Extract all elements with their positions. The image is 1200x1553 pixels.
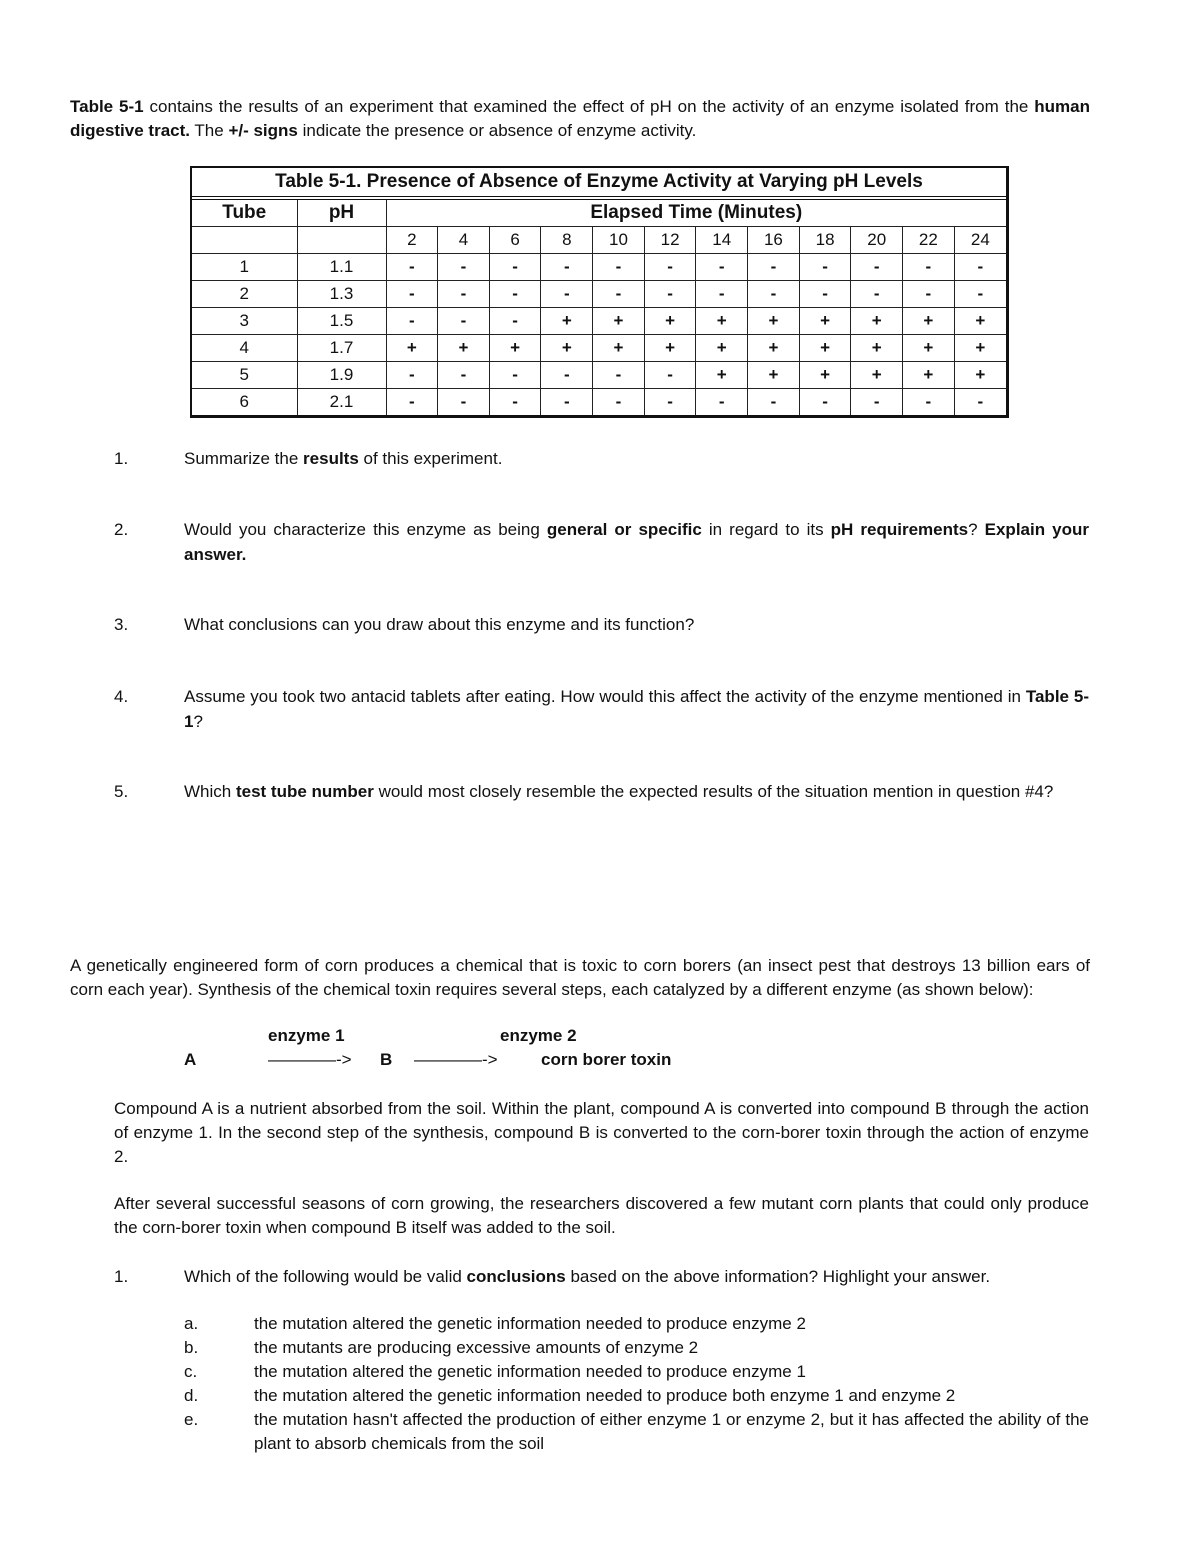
activity-cell: - [799, 389, 851, 416]
option-c[interactable] [184, 1360, 1089, 1384]
time-header-cell: 22 [903, 227, 955, 254]
table-row [192, 254, 1006, 281]
activity-cell: + [541, 335, 593, 362]
q4-bold-table: Table 5-1 [184, 687, 1089, 731]
q2-bold-ph: pH requirements [830, 520, 969, 539]
activity-cell: - [799, 281, 851, 308]
table-row [192, 389, 1006, 416]
arrow-1: ————-> [268, 1050, 352, 1069]
question-5 [114, 779, 1089, 829]
option-e[interactable] [184, 1408, 1089, 1456]
cq1-bold-conclusions: conclusions [466, 1267, 566, 1286]
activity-cell: + [903, 335, 955, 362]
corn-intro-paragraph: A genetically engineered form of corn produces a chemical that is toxic to corn borers (an insect pest that destroys 13 billion ears of corn each year). Synthesis of the chemical toxin requires several steps, each catalyzed by a different enzyme (as shown below): [70, 956, 1090, 999]
table-row [192, 362, 1006, 389]
activity-cell: - [489, 254, 541, 281]
activity-cell: - [593, 362, 645, 389]
question-number: 5. [114, 782, 129, 801]
activity-cell: + [748, 335, 800, 362]
activity-cell: - [438, 362, 490, 389]
activity-cell: + [696, 335, 748, 362]
activity-cell: + [644, 335, 696, 362]
ph-cell: 1.7 [297, 335, 386, 362]
q1-bold: results [303, 449, 359, 468]
activity-cell: - [954, 254, 1006, 281]
compound-b-label: B [380, 1050, 393, 1069]
activity-cell: - [644, 389, 696, 416]
table-row [192, 335, 1006, 362]
time-header-cell: 18 [799, 227, 851, 254]
activity-cell: - [438, 389, 490, 416]
time-row [192, 227, 1006, 254]
question-1 [114, 446, 1089, 471]
activity-cell: - [644, 281, 696, 308]
option-letter: e. [184, 1410, 199, 1429]
activity-cell: - [386, 254, 438, 281]
question-number: 1. [114, 449, 129, 468]
activity-cell: + [954, 362, 1006, 389]
enzyme-activity-table [190, 166, 1009, 418]
activity-cell: - [541, 362, 593, 389]
q1-text-a: Summarize the [184, 449, 304, 468]
activity-cell: - [903, 389, 955, 416]
ph-cell: 1.5 [297, 308, 386, 335]
table-row [192, 308, 1006, 335]
activity-cell: - [903, 281, 955, 308]
q2-text-c: in regard to its [701, 520, 831, 539]
intro-bold-table-ref: Table 5-1 [70, 97, 144, 116]
activity-cell: - [748, 254, 800, 281]
activity-cell: - [386, 281, 438, 308]
time-row-blank-ph [297, 227, 386, 254]
option-letter: b. [184, 1338, 199, 1357]
corn-question-1 [114, 1264, 1089, 1289]
activity-cell: + [903, 308, 955, 335]
question-number: 1. [114, 1267, 129, 1286]
header-tube: Tube [192, 200, 297, 227]
option-letter: c. [184, 1362, 198, 1381]
time-header-cell: 2 [386, 227, 438, 254]
question-text [184, 517, 1089, 567]
activity-cell: + [748, 362, 800, 389]
option-letter: a. [184, 1314, 199, 1333]
activity-cell: + [903, 362, 955, 389]
activity-cell: - [489, 362, 541, 389]
intro-bold-signs: +/- signs [228, 121, 298, 140]
intro-paragraph [70, 95, 1090, 143]
activity-cell: - [438, 308, 490, 335]
activity-cell: - [541, 254, 593, 281]
activity-cell: - [903, 254, 955, 281]
option-b[interactable] [184, 1336, 1089, 1360]
tube-cell: 6 [192, 389, 297, 416]
activity-cell: - [696, 254, 748, 281]
cq1-text-a: Which of the following would be valid [184, 1267, 467, 1286]
compound-a-label: A [184, 1050, 197, 1069]
tube-cell: 3 [192, 308, 297, 335]
q2-text-a: Would you characterize this enzyme as being [184, 520, 547, 539]
activity-cell: + [386, 335, 438, 362]
header-row [192, 200, 1006, 227]
activity-cell: + [696, 308, 748, 335]
intro-text-3: indicate the presence or absence of enzyme activity. [297, 121, 697, 140]
header-elapsed-time: Elapsed Time (Minutes) [386, 200, 1006, 227]
time-header-cell: 10 [593, 227, 645, 254]
table-title: Table 5-1. Presence of Absence of Enzyme Activity at Varying pH Levels [192, 168, 1006, 200]
arrow-2: ————-> [414, 1050, 498, 1069]
question-number: 3. [114, 615, 129, 634]
activity-cell: - [748, 389, 800, 416]
compound-paragraph: Compound A is a nutrient absorbed from the soil. Within the plant, compound A is converted into compound B through the action of enzyme 1. In the second step of the synthesis, compound B is converted to the corn-borer toxin through the action of enzyme 2. [114, 1099, 1089, 1166]
option-letter: d. [184, 1386, 199, 1405]
tube-cell: 1 [192, 254, 297, 281]
activity-cell: + [851, 362, 903, 389]
activity-cell: - [851, 254, 903, 281]
activity-cell: - [644, 254, 696, 281]
question-number: 2. [114, 520, 129, 539]
activity-cell: - [851, 281, 903, 308]
time-header-cell: 16 [748, 227, 800, 254]
mutant-paragraph: After several successful seasons of corn growing, the researchers discovered a few mutant corn plants that could only produce the corn-borer toxin when compound B itself was added to the soil. [114, 1194, 1089, 1237]
activity-cell: - [799, 254, 851, 281]
data-grid [192, 200, 1006, 415]
option-text: the mutation altered the genetic information needed to produce both enzyme 1 and enzyme 2 [254, 1386, 956, 1405]
option-text: the mutants are producing excessive amounts of enzyme 2 [254, 1338, 699, 1357]
activity-cell: - [851, 389, 903, 416]
activity-cell: + [748, 308, 800, 335]
activity-cell: - [489, 281, 541, 308]
option-text: the mutation altered the genetic information needed to produce enzyme 1 [254, 1362, 806, 1381]
q2-bold-general-specific: general or specific [546, 520, 702, 539]
option-text: the mutation altered the genetic information needed to produce enzyme 2 [254, 1314, 806, 1333]
activity-cell: + [799, 308, 851, 335]
activity-cell: + [851, 308, 903, 335]
activity-cell: - [593, 281, 645, 308]
activity-cell: + [851, 335, 903, 362]
activity-cell: - [954, 281, 1006, 308]
tube-cell: 2 [192, 281, 297, 308]
q1-text-c: of this experiment. [358, 449, 503, 468]
intro-text-1: contains the results of an experiment that examined the effect of pH on the activity of an enzyme isolated from the [143, 97, 1035, 116]
cq1-text-c: based on the above information? Highlight your answer. [565, 1267, 991, 1286]
activity-cell: - [489, 308, 541, 335]
ph-cell: 1.9 [297, 362, 386, 389]
option-d[interactable] [184, 1384, 1089, 1408]
activity-cell: - [696, 389, 748, 416]
activity-cell: + [644, 308, 696, 335]
question-text [184, 684, 1089, 734]
q2-bold-explain: Explain your answer. [184, 520, 1090, 564]
intro-bold-digestive: human digestive tract. [70, 97, 1091, 140]
time-header-cell: 24 [954, 227, 1006, 254]
activity-cell: - [593, 254, 645, 281]
ph-cell: 2.1 [297, 389, 386, 416]
activity-cell: - [386, 308, 438, 335]
activity-cell: - [489, 389, 541, 416]
activity-cell: - [748, 281, 800, 308]
activity-cell: + [954, 335, 1006, 362]
time-row-blank-tube [192, 227, 297, 254]
time-header-cell: 6 [489, 227, 541, 254]
activity-cell: - [541, 389, 593, 416]
time-header-cell: 8 [541, 227, 593, 254]
q5-text-c: would most closely resemble the expected results of the situation mention in question #4? [373, 782, 1054, 801]
question-2 [114, 517, 1089, 567]
activity-cell: + [954, 308, 1006, 335]
activity-cell: - [438, 281, 490, 308]
q4-text-a: Assume you took two antacid tablets after eating. How would this affect the activity of the enzyme mentioned in [184, 687, 1026, 706]
question-4 [114, 684, 1089, 734]
time-header-cell: 4 [438, 227, 490, 254]
tube-cell: 4 [192, 335, 297, 362]
activity-cell: - [696, 281, 748, 308]
toxin-label: corn borer toxin [541, 1050, 672, 1069]
ph-cell: 1.3 [297, 281, 386, 308]
activity-cell: - [438, 254, 490, 281]
q5-text-a: Which [184, 782, 236, 801]
question-text: What conclusions can you draw about this enzyme and its function? [184, 615, 695, 634]
activity-cell: + [593, 308, 645, 335]
activity-cell: - [954, 389, 1006, 416]
tube-cell: 5 [192, 362, 297, 389]
header-ph: pH [297, 200, 386, 227]
activity-cell: + [489, 335, 541, 362]
question-3 [114, 612, 1089, 637]
question-text [184, 779, 1089, 804]
activity-cell: - [386, 362, 438, 389]
time-header-cell: 14 [696, 227, 748, 254]
activity-cell: + [799, 362, 851, 389]
q5-bold-test-tube: test tube number [235, 782, 374, 801]
table-row [192, 281, 1006, 308]
question-number: 4. [114, 687, 129, 706]
activity-cell: - [644, 362, 696, 389]
activity-cell: + [799, 335, 851, 362]
activity-cell: + [593, 335, 645, 362]
ph-cell: 1.1 [297, 254, 386, 281]
enzyme-2-label: enzyme 2 [500, 1026, 577, 1045]
intro-text-2: The [190, 121, 229, 140]
q2-text-e: ? [968, 520, 985, 539]
option-a[interactable] [184, 1312, 1089, 1336]
time-header-cell: 12 [644, 227, 696, 254]
enzyme-1-label: enzyme 1 [268, 1026, 345, 1045]
time-header-cell: 20 [851, 227, 903, 254]
activity-cell: - [541, 281, 593, 308]
option-text: the mutation hasn't affected the production of either enzyme 1 or enzyme 2, but it has affected the ability of the plant to absorb chemicals from the soil [254, 1410, 1089, 1453]
activity-cell: + [541, 308, 593, 335]
activity-cell: - [386, 389, 438, 416]
activity-cell: - [593, 389, 645, 416]
activity-cell: + [438, 335, 490, 362]
question-text [184, 1264, 1089, 1289]
q4-text-c: ? [193, 712, 203, 731]
activity-cell: + [696, 362, 748, 389]
question-text [184, 446, 1089, 471]
